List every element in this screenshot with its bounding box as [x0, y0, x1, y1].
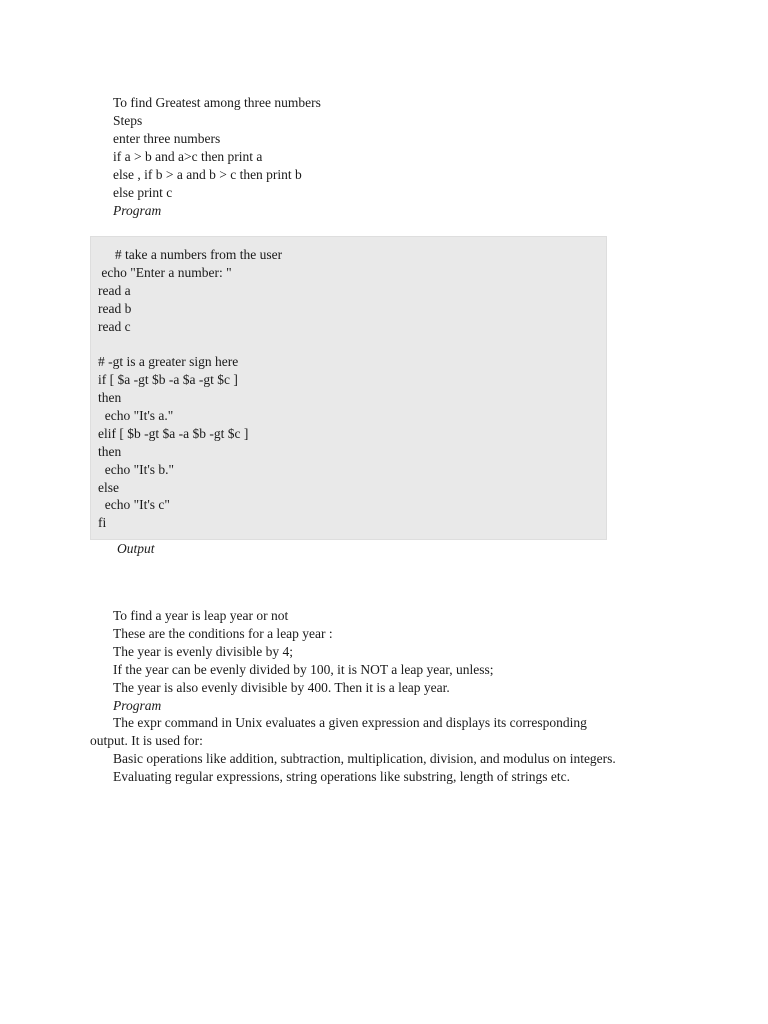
output-label: Output	[117, 541, 155, 556]
condition-line: If the year can be evenly divided by 100, it is NOT a leap year, unless;	[113, 662, 494, 677]
code-line	[98, 335, 282, 353]
code-lines	[98, 246, 282, 532]
condition-line: The year is evenly divisible by 4;	[113, 644, 293, 659]
program-label: Program	[113, 203, 162, 218]
list-item: Evaluating regular expressions, string operations like substring, length of strings etc.	[113, 769, 571, 784]
code-line: else	[98, 479, 119, 495]
section-title: To find a year is leap year or not	[113, 608, 289, 623]
code-line: # -gt is a greater sign here	[98, 354, 239, 370]
code-line: # take a numbers from the user	[98, 247, 283, 262]
program-label: Program	[113, 698, 162, 713]
step-item: if a > b and a>c then print a	[113, 149, 263, 164]
code-line: read c	[98, 318, 131, 334]
condition-line: These are the conditions for a leap year :	[113, 626, 333, 641]
code-line: echo "It's b."	[98, 461, 175, 477]
expr-continuation: output. It is used for:	[90, 733, 203, 748]
leap-year-section	[113, 607, 493, 715]
code-block	[90, 236, 607, 540]
list-item: Basic operations like addition, subtraction, multiplication, division, and modulus on integers.	[113, 751, 616, 766]
code-line: echo "Enter a number: "	[98, 264, 232, 280]
code-line: read a	[98, 282, 131, 298]
code-line: echo "It's c"	[98, 497, 170, 513]
step-item: else , if b > a and b > c then print b	[113, 167, 302, 182]
code-line: if [ $a -gt $b -a $a -gt $c ]	[98, 372, 238, 388]
code-line: then	[98, 443, 122, 459]
code-line: read b	[98, 300, 132, 316]
code-line: then	[98, 390, 122, 406]
section-title: To find Greatest among three numbers	[113, 95, 321, 110]
expr-paragraph	[90, 714, 690, 750]
greatest-section	[113, 94, 321, 220]
code-line: elif [ $b -gt $a -a $b -gt $c ]	[98, 425, 249, 441]
code-line: fi	[98, 515, 107, 531]
steps-label: Steps	[113, 113, 143, 128]
expr-uses-list	[113, 750, 616, 786]
step-item: else print c	[113, 185, 173, 200]
condition-line: The year is also evenly divisible by 400. Then it is a leap year.	[113, 680, 450, 695]
code-line: echo "It's a."	[98, 408, 174, 424]
expr-first-line: The expr command in Unix evaluates a given expression and displays its corresponding	[113, 715, 587, 730]
step-item: enter three numbers	[113, 131, 221, 146]
